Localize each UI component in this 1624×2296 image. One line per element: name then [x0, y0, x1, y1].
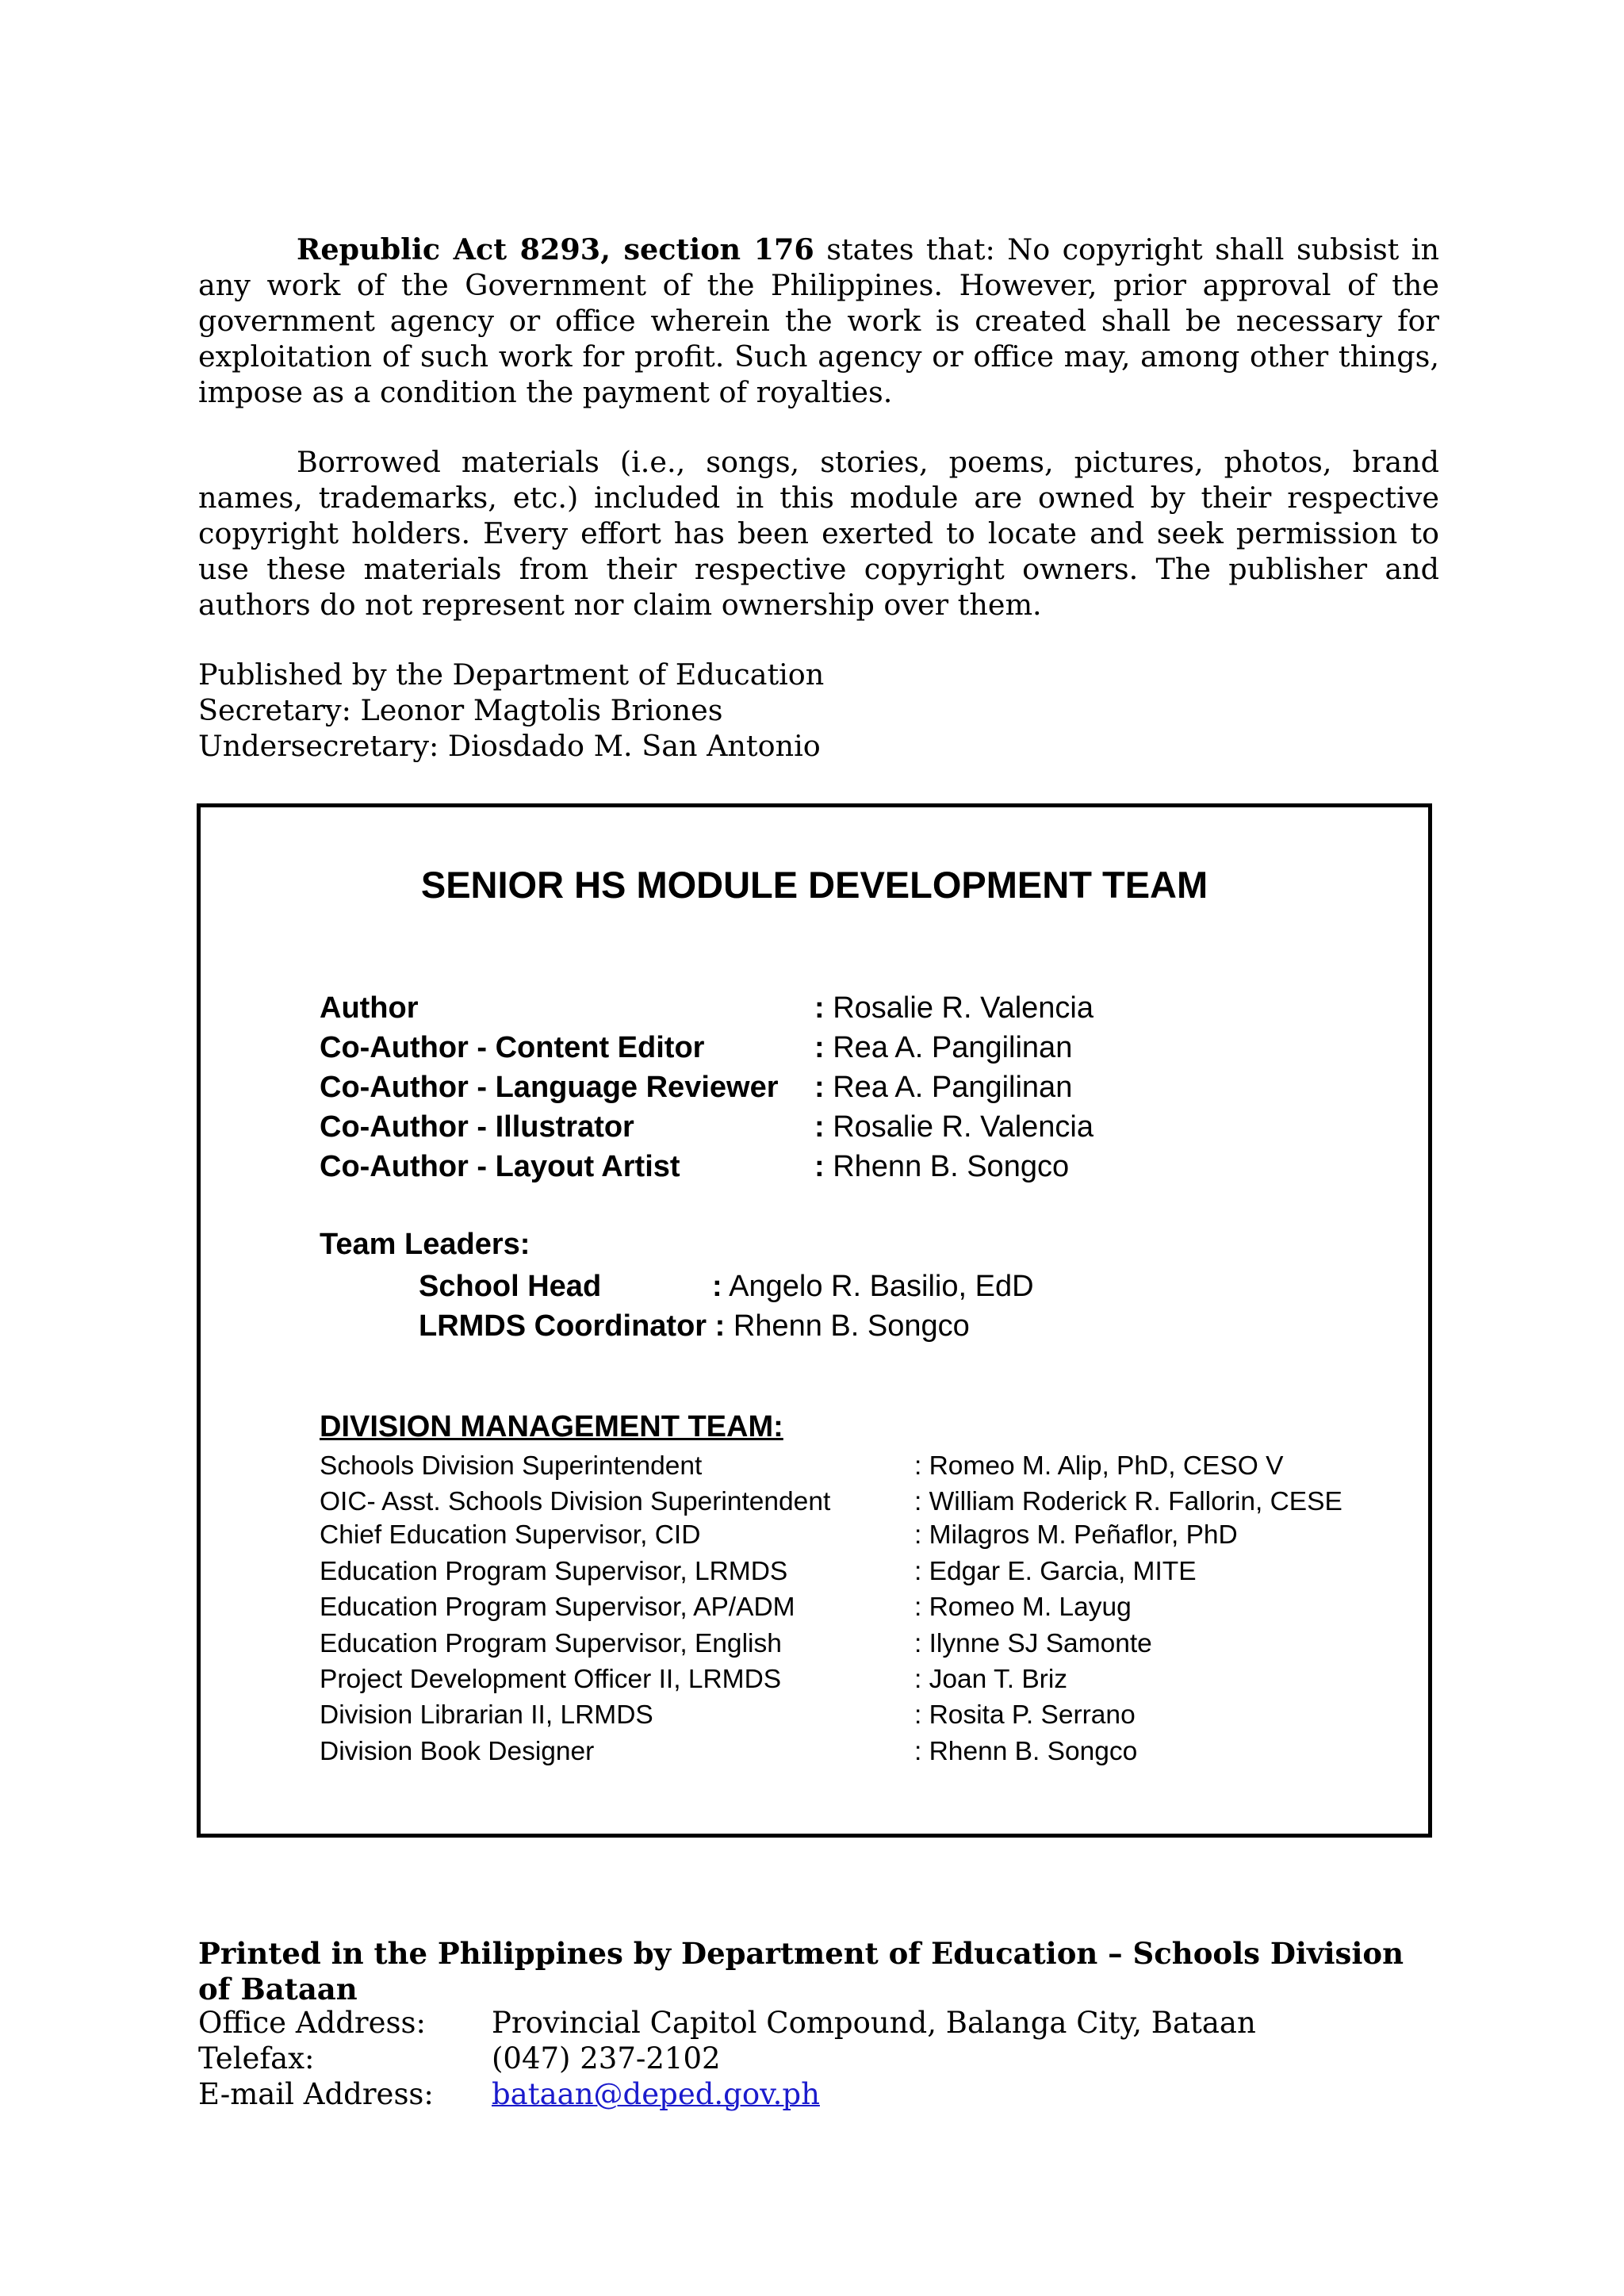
publisher-block — [198, 657, 824, 764]
team-title: SENIOR HS MODULE DEVELOPMENT TEAM — [420, 864, 1208, 906]
leader-role: LRMDS Coordinator — [419, 1309, 707, 1343]
credit-separator: : — [814, 1150, 825, 1183]
secretary-line: Secretary: Leonor Magtolis Briones — [198, 693, 723, 727]
division-name: : Ilynne SJ Samonte — [914, 1629, 1152, 1658]
credit-name-wrapper — [814, 1031, 1072, 1065]
leader-separator: : — [714, 1309, 726, 1343]
credit-name: Rhenn B. Songco — [833, 1150, 1070, 1183]
division-name: : Milagros M. Peñaflor, PhD — [914, 1520, 1238, 1550]
credit-role: Author — [320, 991, 419, 1025]
credit-separator: : — [814, 1110, 825, 1144]
division-role: Division Book Designer — [320, 1737, 595, 1766]
division-name: : Joan T. Briz — [914, 1665, 1068, 1694]
telefax-label: Telefax: — [198, 2041, 315, 2076]
borrowed-materials-paragraph: Borrowed materials (i.e., songs, stories, poems, pictures, photos, brand names, trademarks, etc.) included in this module are owned by their respective copyright holders. Every effort has been exerted to locate and seek permission to use these materials from their respective copyright owners. The publisher and authors do not represent nor claim ownership over them. — [198, 445, 1439, 622]
division-name: : Romeo M. Alip, PhD, CESO V — [914, 1451, 1284, 1481]
credit-name: Rosalie R. Valencia — [833, 1110, 1094, 1144]
telefax-value: (047) 237-2102 — [492, 2041, 721, 2076]
division-name: : Romeo M. Layug — [914, 1593, 1132, 1622]
leader-name: Rhenn B. Songco — [733, 1309, 970, 1343]
copyright-notice-paragraph — [198, 232, 1439, 410]
law-reference: Republic Act 8293, section 176 — [297, 232, 814, 266]
credit-name-wrapper — [814, 1110, 1094, 1144]
credit-role: Co-Author - Illustrator — [320, 1110, 634, 1144]
credit-separator: : — [814, 991, 825, 1025]
division-role: Education Program Supervisor, English — [320, 1629, 782, 1658]
division-role: Education Program Supervisor, LRMDS — [320, 1557, 788, 1586]
division-role: OIC- Asst. Schools Division Superintendent — [320, 1487, 831, 1516]
leader-role: School Head — [419, 1270, 602, 1303]
email-link[interactable]: bataan@deped.gov.ph — [492, 2077, 820, 2111]
credit-name: Rea A. Pangilinan — [833, 1071, 1073, 1104]
division-name: : Edgar E. Garcia, MITE — [914, 1557, 1197, 1586]
office-address-value: Provincial Capitol Compound, Balanga City, Bataan — [492, 2006, 1256, 2040]
division-name: : Rhenn B. Songco — [914, 1737, 1138, 1766]
leader-row — [419, 1309, 970, 1343]
division-role: Division Librarian II, LRMDS — [320, 1700, 653, 1730]
credit-name-wrapper — [814, 991, 1094, 1025]
credit-role: Co-Author - Content Editor — [320, 1031, 705, 1064]
credit-role: Co-Author - Layout Artist — [320, 1150, 680, 1183]
credit-name: Rea A. Pangilinan — [833, 1031, 1073, 1064]
undersecretary-line: Undersecretary: Diosdado M. San Antonio — [198, 729, 821, 763]
credit-name-wrapper — [814, 1071, 1072, 1105]
credit-separator: : — [814, 1071, 825, 1104]
team-leaders-heading: Team Leaders: — [320, 1228, 530, 1261]
division-role: Chief Education Supervisor, CID — [320, 1520, 701, 1550]
credit-name-wrapper — [814, 1150, 1069, 1184]
law-text: states that: No copyright shall subsist in any work of the Government of the Philippines. However, prior approval of the government agency or office wherein the work is created shall be necessary for exploitation of such work for profit. Such agency or office may, among other things, impose as a condition the payment of royalties. — [198, 232, 1439, 409]
credit-role: Co-Author - Language Reviewer — [320, 1071, 779, 1104]
leader-name: Angelo R. Basilio, EdD — [729, 1270, 1034, 1303]
division-role: Education Program Supervisor, AP/ADM — [320, 1593, 795, 1622]
printed-by: Printed in the Philippines by Department of Education – Schools Division of Bataan — [198, 1936, 1404, 2007]
leader-separator: : — [712, 1270, 722, 1303]
division-management-heading: DIVISION MANAGEMENT TEAM: — [320, 1410, 783, 1443]
division-role: Project Development Officer II, LRMDS — [320, 1665, 782, 1694]
published-by: Published by the Department of Education — [198, 657, 825, 692]
development-team-box — [197, 803, 1432, 1838]
division-name: : Rosita P. Serrano — [914, 1700, 1136, 1730]
leader-row — [419, 1270, 1034, 1304]
office-address-label: Office Address: — [198, 2006, 426, 2040]
credit-name: Rosalie R. Valencia — [833, 991, 1094, 1025]
division-role: Schools Division Superintendent — [320, 1451, 703, 1481]
division-name: : William Roderick R. Fallorin, CESE — [914, 1487, 1342, 1516]
email-label: E-mail Address: — [198, 2077, 434, 2111]
credit-separator: : — [814, 1031, 825, 1064]
